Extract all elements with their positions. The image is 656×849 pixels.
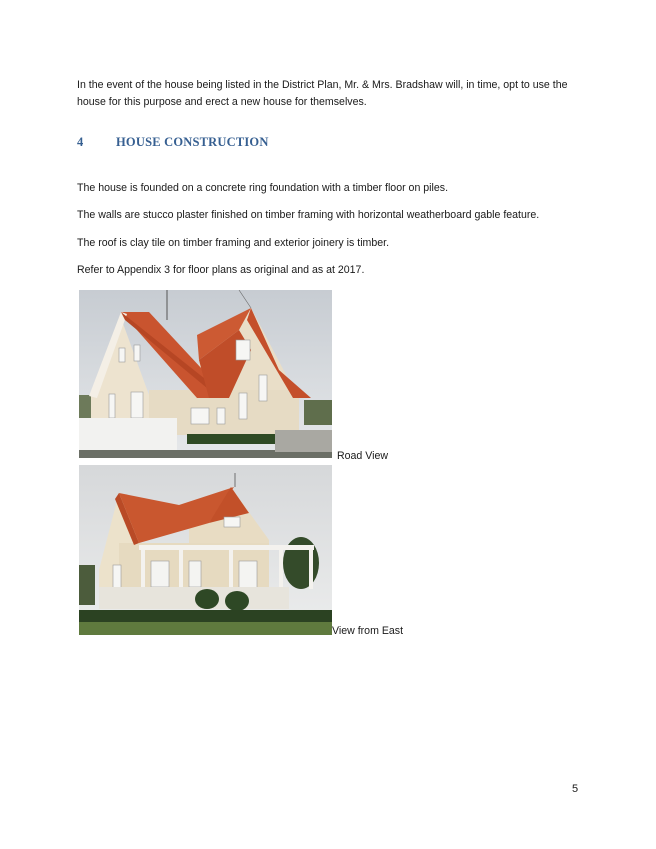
paragraph-foundation: The house is founded on a concrete ring foundation with a timber floor on piles. xyxy=(77,182,449,194)
east-view-photo xyxy=(79,465,332,635)
road-view-caption: Road View xyxy=(337,450,389,462)
section-heading xyxy=(77,135,269,150)
page-number: 5 xyxy=(572,783,579,795)
paragraph-appendix: Refer to Appendix 3 for floor plans as original and as at 2017. xyxy=(77,264,365,276)
paragraph-roof: The roof is clay tile on timber framing and exterior joinery is timber. xyxy=(77,237,390,249)
section-number: 4 xyxy=(77,135,84,149)
section-title: HOUSE CONSTRUCTION xyxy=(116,135,269,149)
road-view-photo xyxy=(79,290,332,458)
east-view-caption: View from East xyxy=(332,625,404,637)
paragraph-walls: The walls are stucco plaster finished on timber framing with horizontal weatherboard gable feature. xyxy=(77,209,540,221)
intro-paragraph: In the event of the house being listed in the District Plan, Mr. & Mrs. Bradshaw will, in time, opt to use the house for this purpose and erect a new house for themselves. xyxy=(77,79,568,108)
